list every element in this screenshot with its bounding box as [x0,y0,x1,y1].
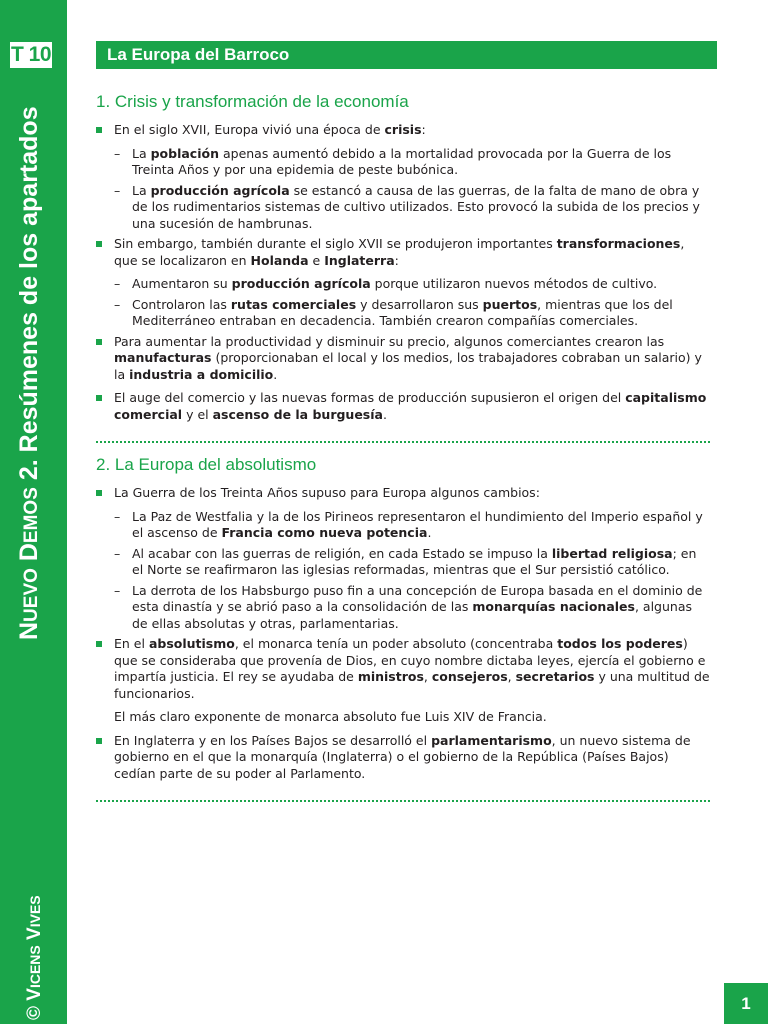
copyright-symbol: © [24,1006,45,1020]
series-title-tail: 2. Resúmenes de los apartados [15,106,43,481]
bullet-item: Sin embargo, también durante el siglo XVII se produjeron importantes transformaciones, que se localizaron en Holanda e Inglaterra: [96,236,710,269]
brand-v1: V [24,988,45,1001]
dash-item: – Al acabar con las guerras de religión, en cada Estado se impuso la libertad religiosa; en el Norte se reafirmaron las iglesias reformadas, mientras que el Sur persistió católico. [114,545,697,577]
series-title [14,106,47,640]
brand-icens: ICENS [27,945,43,989]
brand-ives: IVES [27,895,43,928]
dash-item: – La población apenas aumentó debido a la mortalidad provocada por la Guerra de los Treinta Años y por una epidemia de peste bubónica. [114,145,672,177]
dash-item: – Aumentaron su producción agrícola porque utilizaron nuevos métodos de cultivo. [114,276,658,291]
dotted-divider [96,441,710,443]
page-number: 1 [724,983,768,1024]
main-content [96,90,710,812]
bullet-item: La Guerra de los Treinta Años supuso para Europa algunos cambios: [96,485,710,502]
paragraph: El más claro exponente de monarca absoluto fue Luis XIV de Francia. [114,709,547,724]
brand-v2: V [24,927,45,940]
bullet-item: En Inglaterra y en los Países Bajos se desarrolló el parlamentarismo, un nuevo sistema de gobierno en el que la monarquía (Inglaterra) o el gobierno de la República (Países Bajos) cedían parte de su poder al Parlamento. [96,733,710,783]
topic-badge: T 10 [8,40,54,70]
series-title-n: N [15,621,43,640]
section-1-heading: 1. Crisis y transformación de la economía [96,92,409,111]
dotted-divider [96,800,710,802]
bullet-item: En el siglo XVII, Europa vivió una época de crisis: [96,122,710,139]
page-title: La Europa del Barroco [96,41,717,69]
dash-item: – Controlaron las rutas comerciales y desarrollaron sus puertos, mientras que los del Mediterráneo entraban en decadencia. También crearon compañías comerciales. [114,296,673,328]
dash-item: – La derrota de los Habsburgo puso fin a una concepción de Europa basada en el dominio de esta dinastía y se abrió paso a la consolidación de las monarquías nacionales, algunas de ellas absolutas y otras, parlamentarias. [114,582,703,631]
series-title-uevo: UEVO [21,568,42,622]
dash-item: – La producción agrícola se estancó a causa de las guerras, de la falta de mano de obra y de los rudimentarios sistemas de cultivo utilizados. Esto provocó la subida de los precios y una sucesión de hambrunas. [114,182,700,231]
series-title-d: D [15,543,43,562]
dash-item: – La Paz de Westfalia y la de los Pirineos representaron el hundimiento del Imperio español y el ascenso de Francia como nueva potencia. [114,508,703,540]
section-2-heading: 2. La Europa del absolutismo [96,455,317,474]
bullet-item: En el absolutismo, el monarca tenía un poder absoluto (concentraba todos los poderes) que se consideraba que provenía de Dios, en cuyo nombre dictaba leyes, ejercía el gobierno e impartía justicia. El rey se ayudaba de ministros, consejeros, secretarios y una multitud de funcionarios. [96,636,710,702]
sidebar [0,0,67,1024]
series-title-emos: EMOS [21,487,42,544]
bullet-item: Para aumentar la productividad y disminuir su precio, algunos comerciantes crearon las manufacturas (proporcionaban el local y los medios, los trabajadores cobraban un salario) y la industria a domicilio. [96,334,710,384]
publisher-brand [24,895,46,1020]
bullet-item: El auge del comercio y las nuevas formas de producción supusieron el origen del capitalismo comercial y el ascenso de la burguesía. [96,390,710,423]
